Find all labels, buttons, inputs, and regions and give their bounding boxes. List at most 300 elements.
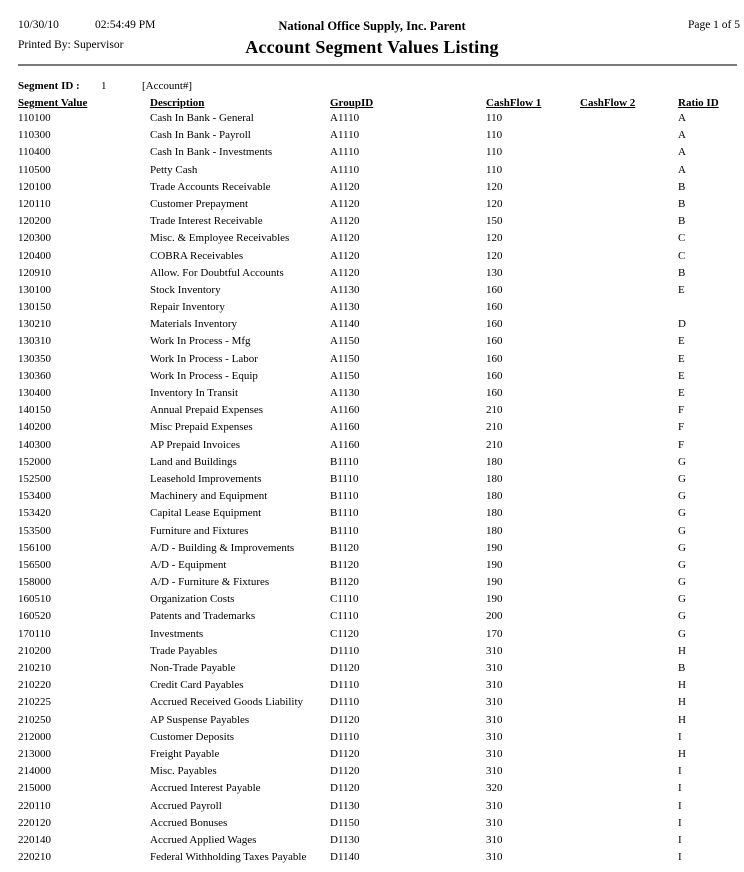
table-cell: Misc. & Employee Receivables [150,232,290,245]
table-cell: 190 [486,558,503,571]
table-cell [580,677,678,694]
table-cell: 152500 [18,472,51,485]
table-cell: A1150 [330,352,360,365]
print-date: 10/30/10 [18,19,59,31]
table-cell: 160 [486,318,503,331]
table-cell: Accrued Payroll [150,799,222,812]
table-cell: Misc Prepaid Expenses [150,421,253,434]
table-cell [678,299,738,316]
table-cell: 180 [486,524,503,537]
table-cell: 110100 [18,112,51,124]
table-cell: AP Prepaid Invoices [150,438,241,451]
table-cell: Land and Buildings [150,455,237,468]
table-cell: 310 [486,816,503,829]
table-cell: 212000 [18,730,51,743]
table-row [0,505,744,522]
table-cell: H [678,696,686,709]
table-cell: I [678,833,682,846]
table-row [0,282,744,299]
segment-id-label: Segment ID : [18,80,80,92]
table-row [0,523,744,540]
table-cell: 190 [486,593,503,606]
table-cell: G [678,558,686,571]
table-cell: A1120 [330,266,360,279]
table-cell: B1110 [330,524,359,537]
table-row [0,419,744,436]
table-cell: Cash In Bank - Investments [150,146,273,159]
table-cell: B [678,266,686,279]
table-cell [580,179,678,196]
table-cell [580,660,678,677]
table-cell: D1110 [330,644,360,657]
table-cell [580,248,678,265]
table-cell [580,333,678,350]
table-row [0,849,744,866]
table-cell: B1110 [330,507,359,520]
table-cell: C [678,232,686,245]
table-cell: I [678,765,682,778]
table-cell: 180 [486,472,503,485]
table-cell: I [678,851,682,864]
table-cell: 160510 [18,593,51,606]
table-row [0,265,744,282]
table-cell: 210 [486,421,503,434]
table-cell: 130100 [18,283,51,296]
table-cell: 210 [486,404,503,417]
table-cell: A1160 [330,421,360,434]
table-cell: 110500 [18,163,51,176]
table-cell: A1160 [330,438,360,451]
table-cell: H [678,679,686,692]
table-cell: Organization Costs [150,593,235,606]
table-cell: B [678,180,686,193]
table-cell: B [678,662,686,674]
table-cell: A [678,112,686,124]
table-cell: 220120 [18,816,51,829]
table-cell: A1110 [330,112,360,124]
table-row [0,316,744,333]
table-cell: D1110 [330,730,360,743]
table-cell: 150 [486,215,503,228]
table-cell: Customer Deposits [150,730,235,743]
table-cell: 210220 [18,679,51,692]
table-cell: Cash In Bank - Payroll [150,129,251,142]
table-cell: A1130 [330,301,360,314]
table-cell [580,557,678,574]
table-cell: 215000 [18,782,51,795]
table-cell [580,316,678,333]
table-cell [580,763,678,780]
table-cell [580,437,678,454]
table-cell: B1110 [330,455,359,468]
table-cell: A1160 [330,404,360,417]
table-cell: Work In Process - Labor [150,352,258,365]
table-cell: B1120 [330,576,359,589]
table-cell: Accrued Interest Payable [150,782,261,795]
table-cell: G [678,490,686,503]
table-cell [580,523,678,540]
table-cell [580,729,678,746]
table-row [0,694,744,711]
table-cell [580,591,678,608]
table-cell [580,798,678,815]
table-cell: 310 [486,799,503,812]
column-header: CashFlow 2 [580,97,636,109]
table-cell: 160520 [18,610,51,623]
table-cell [580,454,678,471]
print-time: 02:54:49 PM [95,19,156,31]
table-cell: 110 [486,163,503,176]
table-cell: 310 [486,679,503,692]
table-cell: 130350 [18,352,51,365]
table-row [0,643,744,660]
table-cell: G [678,472,686,485]
printed-by: Printed By: Supervisor [18,39,124,51]
table-cell: F [678,421,685,434]
page-number: Page 1 of 5 [687,19,740,31]
table-cell: 220210 [18,851,51,864]
table-row [0,213,744,230]
table-cell [580,282,678,299]
column-header: Ratio ID [678,97,719,109]
table-cell: A [678,129,686,142]
table-cell: Cash In Bank - General [150,112,254,124]
table-cell [580,265,678,282]
table-cell: 220140 [18,833,51,846]
header-divider [18,64,737,66]
table-cell: 160 [486,283,503,296]
table-cell: Trade Accounts Receivable [150,180,271,193]
table-cell: 110 [486,112,503,124]
table-cell: 213000 [18,747,51,760]
column-header: GroupID [330,97,374,109]
table-cell: 310 [486,644,503,657]
column-header: Segment Value [18,97,88,109]
table-row [0,488,744,505]
table-row [0,196,744,213]
table-cell: COBRA Receivables [150,249,244,262]
table-cell: C1110 [330,610,359,623]
table-cell: C1110 [330,593,359,606]
table-cell: B [678,215,686,228]
table-row [0,351,744,368]
table-row [0,677,744,694]
table-cell: D1110 [330,696,360,709]
table-row [0,385,744,402]
table-row [0,230,744,247]
table-cell: Patents and Trademarks [150,610,256,623]
table-row [0,815,744,832]
table-cell: I [678,799,682,812]
table-cell: 160 [486,387,503,399]
table-row [0,248,744,265]
table-cell [580,351,678,368]
table-cell: B1120 [330,541,359,554]
table-cell: D1150 [330,816,360,829]
table-cell: F [678,438,685,451]
table-cell: Federal Withholding Taxes Payable [150,851,307,864]
table-cell [580,832,678,849]
table-cell: 310 [486,747,503,760]
table-cell [580,162,678,179]
table-cell: 220110 [18,799,51,812]
table-cell: Allow. For Doubtful Accounts [150,266,284,279]
table-cell: 153420 [18,507,51,520]
table-row [0,574,744,591]
table-cell [580,127,678,144]
table-cell: G [678,507,686,520]
table-row [0,110,744,127]
table-cell: 160 [486,335,503,348]
table-cell: A1150 [330,335,360,348]
table-cell: 140300 [18,438,51,451]
table-cell: E [678,335,685,348]
table-cell: 120 [486,197,503,210]
table-cell: Accrued Received Goods Liability [150,696,304,709]
table-cell: G [678,593,686,606]
table-cell: E [678,352,685,365]
table-cell: I [678,730,682,743]
table-cell: 130150 [18,301,51,314]
table-cell: H [678,644,686,657]
table-cell: G [678,541,686,554]
table-cell: 120300 [18,232,51,245]
table-cell: Machinery and Equipment [150,490,268,503]
table-cell [580,780,678,797]
table-cell: A1110 [330,163,360,176]
table-cell: B [678,197,686,210]
table-body [0,110,744,866]
table-cell: Work In Process - Equip [150,369,258,382]
table-cell: H [678,747,686,760]
table-row [0,299,744,316]
table-cell: Misc. Payables [150,765,217,778]
table-cell [580,213,678,230]
table-cell [580,694,678,711]
table-cell: 180 [486,490,503,503]
table-cell: 120910 [18,266,51,279]
table-cell: 210225 [18,696,51,709]
table-cell: 160 [486,369,503,382]
table-cell: D1130 [330,799,360,812]
table-cell: 120110 [18,197,51,210]
table-cell: E [678,369,685,382]
table-cell: 170110 [18,627,51,640]
table-cell [580,299,678,316]
table-cell: F [678,404,685,417]
table-cell [580,385,678,402]
table-row [0,437,744,454]
table-row [0,179,744,196]
table-cell: E [678,387,685,399]
table-cell: 158000 [18,576,51,589]
table-cell [580,608,678,625]
table-cell [580,144,678,161]
table-cell: 156100 [18,541,51,554]
table-cell: A [678,163,686,176]
table-cell [580,230,678,247]
table-cell: 120200 [18,215,51,228]
table-cell: 130360 [18,369,51,382]
table-row [0,333,744,350]
table-cell: A/D - Building & Improvements [150,541,295,554]
table-cell: B1120 [330,558,359,571]
table-cell: 130400 [18,387,51,399]
table-cell: 210210 [18,662,51,674]
table-cell: Accrued Bonuses [150,816,228,829]
table-cell: G [678,455,686,468]
table-cell: A [678,146,686,159]
company-name: National Office Supply, Inc. Parent [278,19,466,33]
table-cell: 190 [486,576,503,589]
table-row [0,832,744,849]
table-cell: A1110 [330,129,360,142]
table-cell: 210 [486,438,503,451]
table-cell: 110 [486,129,503,142]
table-cell: G [678,524,686,537]
table-cell: Customer Prepayment [150,197,249,210]
table-row [0,729,744,746]
table-cell [580,368,678,385]
table-row [0,591,744,608]
table-cell: A1140 [330,318,360,331]
table-cell: G [678,627,686,640]
table-cell: A1110 [330,146,360,159]
table-cell: 170 [486,627,503,640]
table-cell: D1120 [330,713,360,726]
table-cell: 214000 [18,765,51,778]
table-cell: D1120 [330,662,360,674]
segment-name: [Account#] [142,80,193,92]
table-cell: 310 [486,730,503,743]
table-cell: Credit Card Payables [150,679,244,692]
table-cell: E [678,283,685,296]
table-cell: 153500 [18,524,51,537]
table-row [0,471,744,488]
table-cell: 180 [486,507,503,520]
table-cell: D1110 [330,679,360,692]
table-cell: 320 [486,782,503,795]
table-cell: C1120 [330,627,359,640]
table-row [0,540,744,557]
table-cell [580,196,678,213]
table-cell: 120 [486,180,503,193]
table-cell: A/D - Equipment [150,558,227,571]
table-cell: A1120 [330,180,360,193]
table-cell: B1110 [330,490,359,503]
table-cell: A1120 [330,249,360,262]
table-cell: Non-Trade Payable [150,662,236,674]
table-cell: D [678,318,686,331]
table-cell: 120 [486,232,503,245]
table-cell: 310 [486,833,503,846]
table-cell: G [678,610,686,623]
table-cell [580,505,678,522]
table-row [0,144,744,161]
table-row [0,162,744,179]
table-cell: Trade Payables [150,644,218,657]
table-cell: 130310 [18,335,51,348]
table-cell: 110300 [18,129,51,142]
table-cell: Investments [150,627,204,640]
table-cell: 310 [486,851,503,864]
table-cell [580,540,678,557]
table-cell: C [678,249,686,262]
table-cell [580,626,678,643]
table-cell [580,815,678,832]
table-cell [580,712,678,729]
table-cell: Accrued Applied Wages [150,833,257,846]
report-title: Account Segment Values Listing [245,37,499,57]
table-cell: 140200 [18,421,51,434]
table-cell: Freight Payable [150,747,220,760]
table-cell: B1110 [330,472,359,485]
table-cell: A1120 [330,232,360,245]
table-cell: 310 [486,662,503,674]
table-cell: 110 [486,146,503,159]
table-cell: Stock Inventory [150,283,221,296]
table-cell [580,419,678,436]
table-header [0,97,744,111]
segment-id-value: 1 [101,80,107,92]
table-row [0,798,744,815]
table-cell: 310 [486,713,503,726]
table-cell: 160 [486,301,503,314]
table-cell: AP Suspense Payables [150,713,250,726]
table-cell: Capital Lease Equipment [150,507,262,520]
table-row [0,402,744,419]
table-row [0,557,744,574]
table-cell: Trade Interest Receivable [150,215,263,228]
table-cell: D1140 [330,851,360,864]
table-cell: Work In Process - Mfg [150,335,251,348]
table-cell: 310 [486,765,503,778]
table-cell: Petty Cash [150,163,198,176]
table-cell: I [678,782,682,795]
table-cell: 210200 [18,644,51,657]
table-cell: 156500 [18,558,51,571]
table-cell: 153400 [18,490,51,503]
column-header: Description [150,97,205,109]
table-row [0,712,744,729]
table-cell: D1120 [330,747,360,760]
table-cell: 190 [486,541,503,554]
table-cell [580,488,678,505]
table-cell [580,471,678,488]
table-cell: 310 [486,696,503,709]
table-cell: 130 [486,266,503,279]
table-cell [580,643,678,660]
table-cell: 160 [486,352,503,365]
table-cell: 110400 [18,146,51,159]
column-header: CashFlow 1 [486,97,542,109]
table-row [0,660,744,677]
table-cell: 210250 [18,713,51,726]
table-cell: 120400 [18,249,51,262]
table-row [0,746,744,763]
table-cell [580,574,678,591]
table-cell: D1130 [330,833,360,846]
table-cell: 120100 [18,180,51,193]
table-cell: A1130 [330,387,360,399]
table-cell: A1120 [330,215,360,228]
table-cell: H [678,713,686,726]
table-cell: Inventory In Transit [150,387,238,399]
table-cell [580,402,678,419]
table-cell: D1120 [330,782,360,795]
table-cell: 120 [486,249,503,262]
table-row [0,626,744,643]
